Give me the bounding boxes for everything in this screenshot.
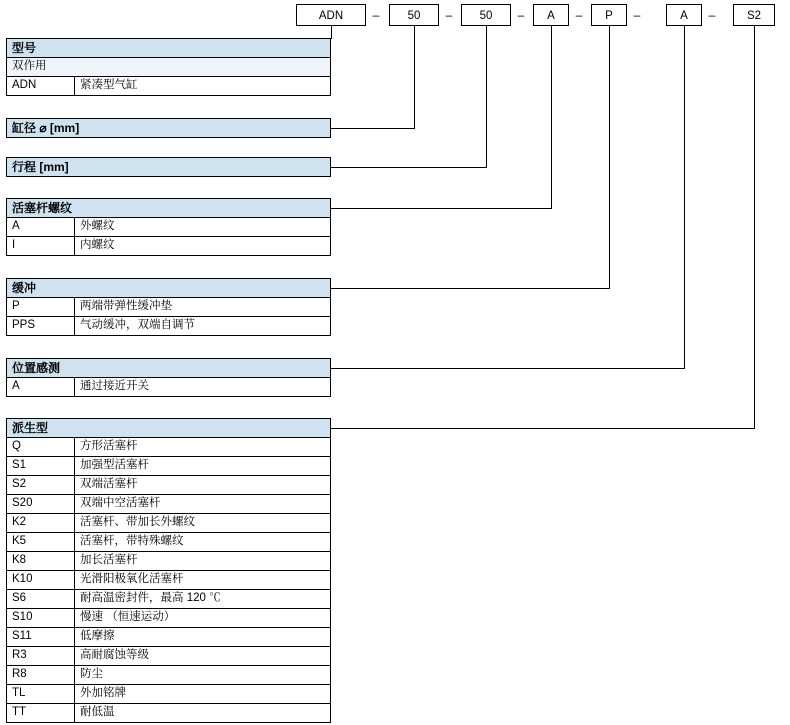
row-code: R3	[7, 647, 75, 665]
row-desc: 双端中空活塞杆	[80, 497, 161, 509]
block-title: 缓冲	[6, 278, 331, 298]
table-row	[6, 628, 331, 647]
row-code: K10	[7, 571, 75, 589]
code-separator: –	[445, 8, 453, 22]
connector-line-sensing	[684, 26, 685, 368]
code-separator: –	[575, 8, 583, 22]
connector-line-cushioning	[331, 288, 610, 289]
row-desc: 外螺纹	[80, 220, 115, 232]
row-desc: 气动缓冲，双端自调节	[80, 319, 195, 331]
block-cushioning	[6, 278, 331, 336]
code-separator: –	[372, 8, 380, 22]
row-code: A	[7, 218, 75, 236]
block-title: 型号	[6, 38, 331, 58]
row-code: S11	[7, 628, 75, 646]
row-code: S10	[7, 609, 75, 627]
row-desc: 内螺纹	[80, 239, 115, 251]
code-separator: –	[517, 8, 525, 22]
row-code: K5	[7, 533, 75, 551]
row-desc: 光滑阳极氧化活塞杆	[80, 573, 184, 585]
row-code: S20	[7, 495, 75, 513]
block-title: 缸径 ⌀ [mm]	[6, 118, 331, 138]
row-desc: 加强型活塞杆	[80, 459, 149, 471]
row-desc: 活塞杆，带特殊螺纹	[80, 535, 184, 547]
row-desc: 外加铭牌	[80, 687, 126, 699]
row-code: K8	[7, 552, 75, 570]
code-separator: –	[633, 8, 641, 22]
connector-line-thread	[331, 208, 552, 209]
row-desc: 通过接近开关	[80, 380, 149, 392]
code-segment-thread[interactable]: A	[533, 4, 569, 26]
table-row	[6, 666, 331, 685]
row-desc: 高耐腐蚀等级	[80, 649, 149, 661]
row-desc: 紧凑型气缸	[80, 79, 138, 91]
table-row	[6, 317, 331, 336]
row-code: R8	[7, 666, 75, 684]
code-segment-sensing[interactable]: A	[666, 4, 702, 26]
code-row	[0, 4, 790, 28]
block-subtitle: 双作用	[6, 58, 331, 77]
block-title: 活塞杆螺纹	[6, 198, 331, 218]
block-bore	[6, 118, 331, 138]
table-row	[6, 590, 331, 609]
table-row	[6, 609, 331, 628]
row-code: S1	[7, 457, 75, 475]
row-desc: 方形活塞杆	[80, 440, 138, 452]
code-segment-bore[interactable]: 50	[389, 4, 439, 26]
row-code: S2	[7, 476, 75, 494]
connector-line-stroke	[331, 167, 487, 168]
row-code: A	[7, 378, 75, 396]
row-code: K2	[7, 514, 75, 532]
row-desc: 耐低温	[80, 706, 115, 718]
row-code: P	[7, 298, 75, 316]
code-segment-type[interactable]: ADN	[296, 4, 366, 26]
connector-line-stroke	[486, 26, 487, 167]
block-position-sensing	[6, 358, 331, 397]
table-row	[6, 77, 331, 96]
row-code: S6	[7, 590, 75, 608]
connector-line-thread	[551, 26, 552, 208]
block-stroke	[6, 157, 331, 177]
table-row	[6, 457, 331, 476]
connector-line-type	[331, 38, 332, 39]
row-desc: 两端带弹性缓冲垫	[80, 300, 172, 312]
row-code: PPS	[7, 317, 75, 335]
block-title: 位置感测	[6, 358, 331, 378]
row-code: Q	[7, 438, 75, 456]
table-row	[6, 685, 331, 704]
table-row	[6, 495, 331, 514]
row-code: ADN	[7, 77, 75, 95]
table-row	[6, 237, 331, 256]
row-desc: 慢速 （恒速运动）	[80, 611, 176, 623]
connector-line-cushioning	[609, 26, 610, 288]
row-desc: 活塞杆、带加长外螺纹	[80, 516, 195, 528]
row-code: TT	[7, 704, 75, 722]
code-segment-cushioning[interactable]: P	[591, 4, 627, 26]
code-segment-stroke[interactable]: 50	[461, 4, 511, 26]
table-row	[6, 571, 331, 590]
block-type	[6, 38, 331, 96]
row-desc: 防尘	[80, 668, 103, 680]
table-row	[6, 514, 331, 533]
table-row	[6, 704, 331, 723]
connector-line-sensing	[331, 368, 685, 369]
row-desc: 加长活塞杆	[80, 554, 138, 566]
block-title: 行程 [mm]	[6, 157, 331, 177]
table-row	[6, 552, 331, 571]
row-desc: 低摩擦	[80, 630, 115, 642]
table-row	[6, 218, 331, 237]
code-separator: –	[708, 8, 716, 22]
table-row	[6, 298, 331, 317]
connector-line-variant	[754, 26, 755, 428]
table-row	[6, 438, 331, 457]
row-code: TL	[7, 685, 75, 703]
connector-line-bore	[331, 128, 415, 129]
row-desc: 耐高温密封件，最高 120 ℃	[80, 592, 221, 604]
code-segment-variant[interactable]: S2	[733, 4, 775, 26]
table-row	[6, 378, 331, 397]
connector-line-variant	[331, 428, 755, 429]
row-code: I	[7, 237, 75, 255]
table-row	[6, 533, 331, 552]
table-row	[6, 476, 331, 495]
connector-line-bore	[414, 26, 415, 129]
block-title: 派生型	[6, 418, 331, 438]
block-variant	[6, 418, 331, 723]
row-desc: 双端活塞杆	[80, 478, 138, 490]
table-row	[6, 647, 331, 666]
block-piston-rod-thread	[6, 198, 331, 256]
